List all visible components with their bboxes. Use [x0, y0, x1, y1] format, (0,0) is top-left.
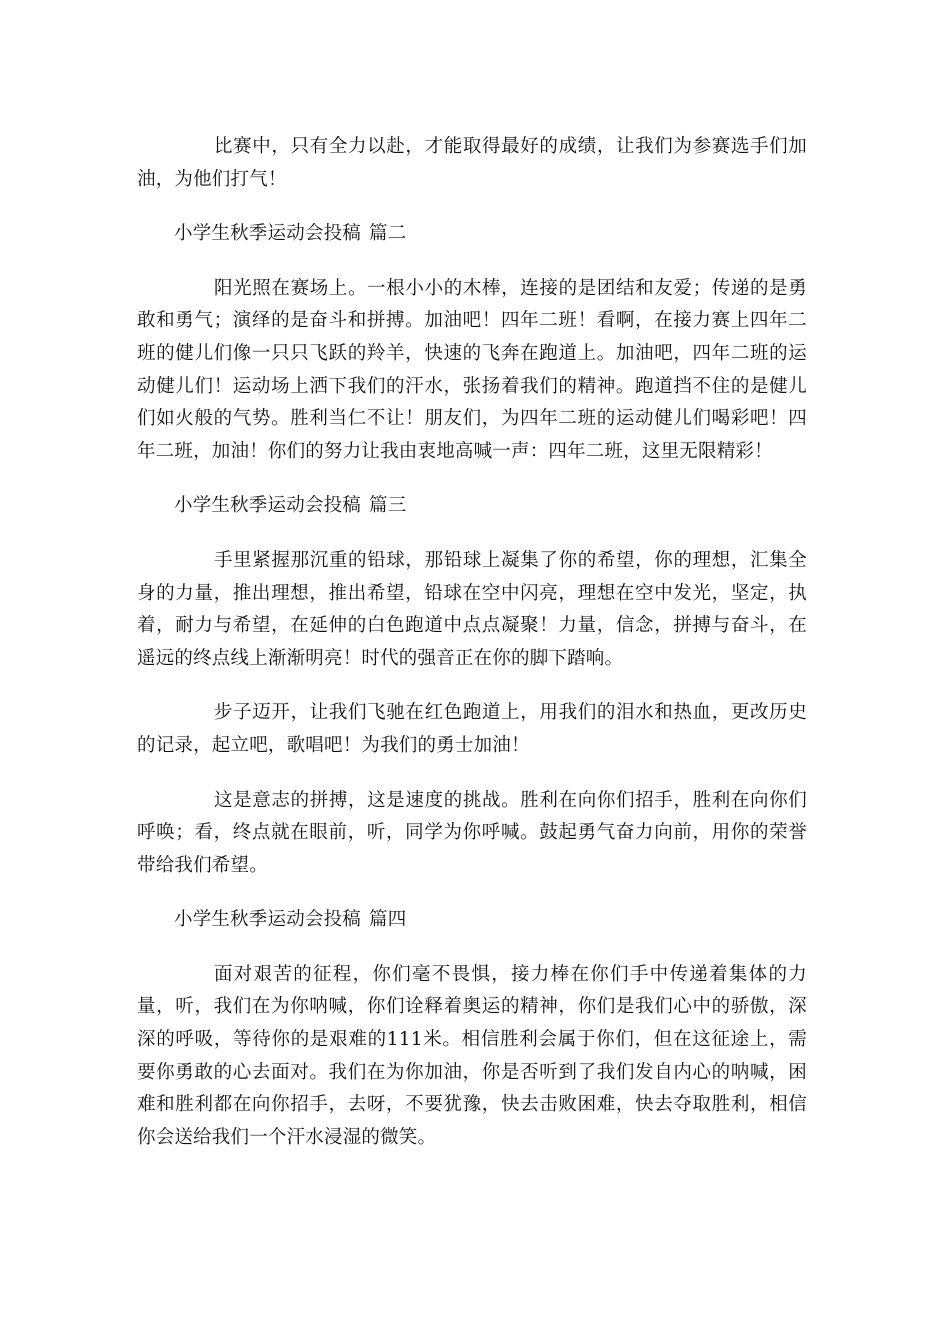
paragraph: 面对艰苦的征程，你们毫不畏惧，接力棒在你们手中传递着集体的力量，听，我们在为你呐喊，你们诠释着奥运的精神，你们是我们心中的骄傲，深深的呼吸，等待你的是艰难的111米。相信胜利会属于你们，但在这征途上，需要你勇敢的心去面对。我们在为你加油，你是否听到了我们发自内心的呐喊，困难和胜利都在向你招手，去呀，不要犹豫，快去击败困难，快去夺取胜利，相信你会送给我们一个汗水浸湿的微笑。 — [137, 963, 807, 1148]
paragraph: 比赛中，只有全力以赴，才能取得最好的成绩，让我们为参赛选手们加油，为他们打气！ — [137, 136, 807, 190]
document-body — [137, 131, 807, 1176]
section-heading — [137, 490, 807, 523]
heading-part: 篇二 — [369, 223, 407, 245]
heading-part: 篇四 — [369, 909, 407, 931]
paragraph: 手里紧握那沉重的铅球，那铅球上凝集了你的希望，你的理想，汇集全身的力量，推出理想，推出希望，铅球在空中闪亮，理想在空中发光，坚定，执着，耐力与希望，在延伸的白色跑道中点点凝聚！力量，信念，拼搏与奋斗，在遥远的终点线上渐渐明亮！时代的强音正在你的脚下踏响。 — [137, 549, 807, 669]
paragraph: 步子迈开，让我们飞驰在红色跑道上，用我们的泪水和热血，更改历史的记录，起立吧，歌唱吧！为我们的勇士加油！ — [137, 702, 807, 756]
paragraph: 这是意志的拼搏，这是速度的挑战。胜利在向你们招手，胜利在向你们呼唤；看，终点就在眼前，听，同学为你呼喊。鼓起勇气奋力向前，用你的荣誉带给我们希望。 — [137, 789, 807, 876]
heading-title: 小学生秋季运动会投稿 — [174, 495, 362, 517]
section-heading — [137, 904, 807, 937]
heading-title: 小学生秋季运动会投稿 — [174, 909, 362, 931]
section-heading — [137, 218, 807, 251]
paragraph: 阳光照在赛场上。一根小小的木棒，连接的是团结和友爱；传递的是勇敢和勇气；演绎的是奋斗和拼搏。加油吧！四年二班！看啊，在接力赛上四年二班的健儿们像一只只飞跃的羚羊，快速的飞奔在跑道上。加油吧，四年二班的运动健儿们！运动场上洒下我们的汗水，张扬着我们的精神。跑道挡不住的是健儿们如火般的气势。胜利当仁不让！朋友们，为四年二班的运动健儿们喝彩吧！四年二班，加油！你们的努力让我由衷地高喊一声：四年二班，这里无限精彩！ — [137, 277, 807, 462]
heading-part: 篇三 — [369, 495, 407, 517]
heading-title: 小学生秋季运动会投稿 — [174, 223, 362, 245]
